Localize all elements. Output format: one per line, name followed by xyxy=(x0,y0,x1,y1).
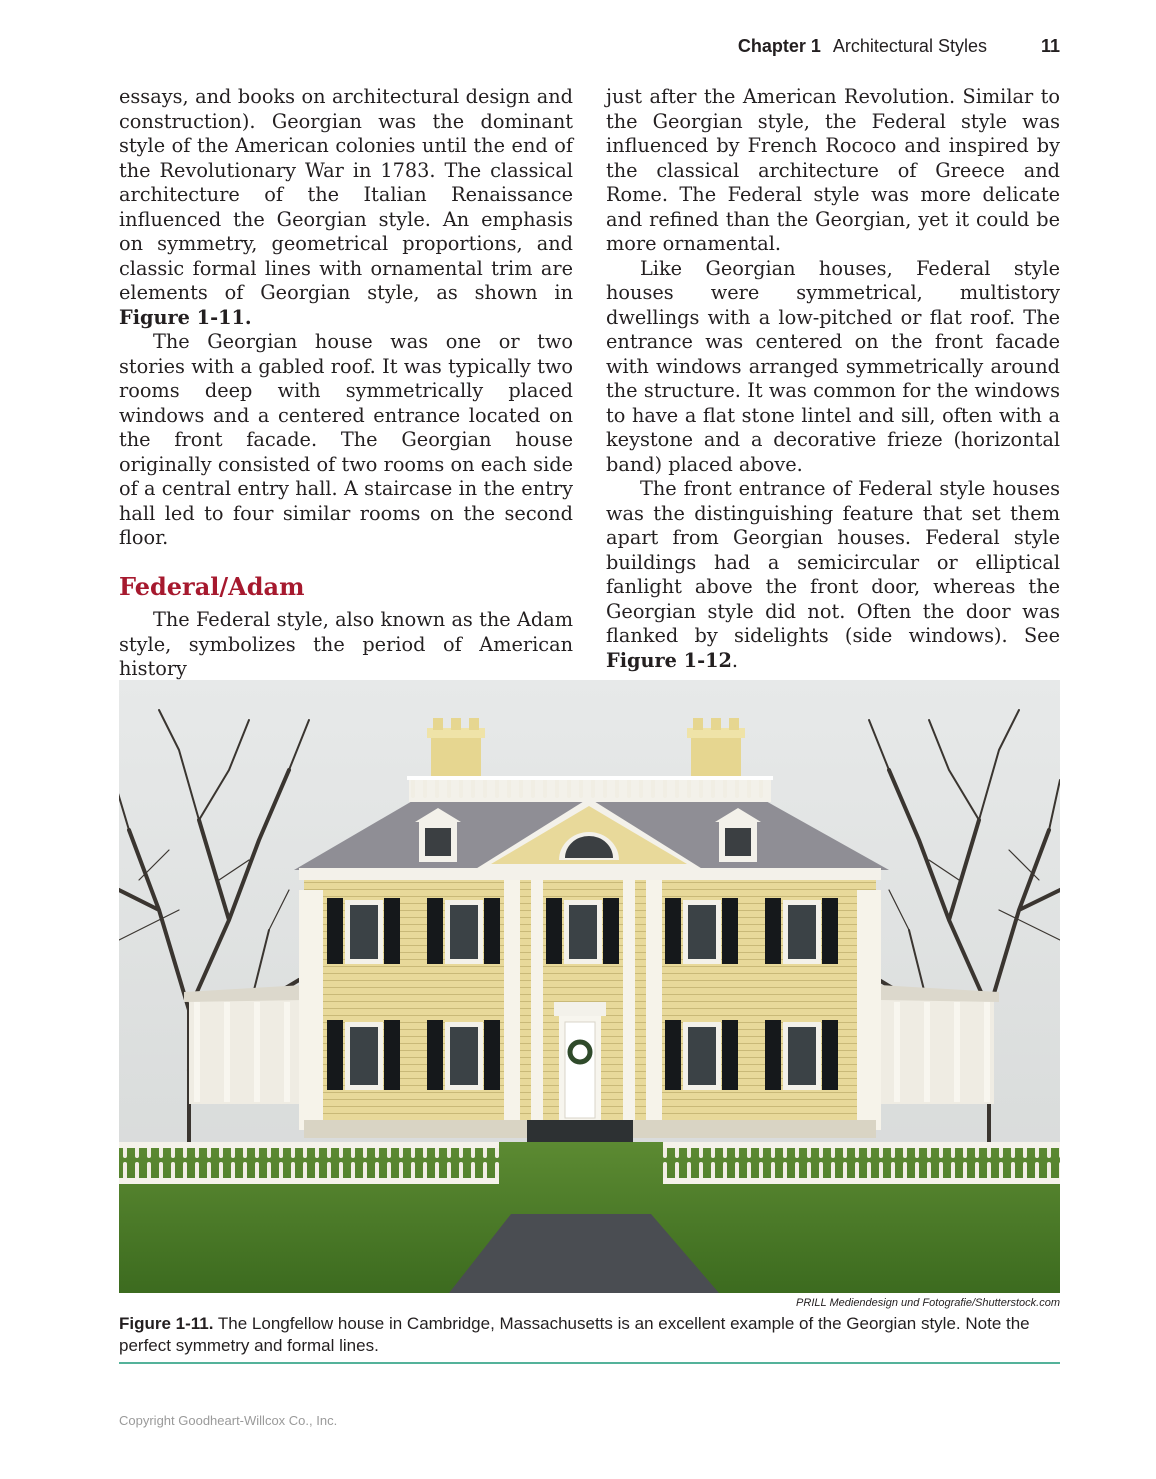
paragraph: The Federal style, also known as the Adam style, symbolizes the period of American history xyxy=(119,608,573,680)
paragraph-text: The front entrance of Federal style houses was the distinguishing feature that set them apart from Georgian houses. Federal style buildings had a semicircular or elliptical fanlight above the front door, whereas the Georgian style did not. Often the door was flanked by sidelights (side windows). See xyxy=(606,477,1060,647)
photo-credit: PRILL Mediendesign und Fotografie/Shutterstock.com xyxy=(796,1297,1060,1309)
running-header xyxy=(738,36,1060,57)
paragraph: Like Georgian houses, Federal style houses were symmetrical, multistory dwellings with a low-pitched or flat roof. The entrance was centered on the front facade with windows arranged symmetrically around the structure. It was common for the windows to have a flat stone lintel and sill, often with a keystone and a decorative frieze (horizontal band) placed above. xyxy=(606,256,1060,476)
front-door xyxy=(554,1002,606,1120)
house-photo xyxy=(119,680,1060,1293)
section-heading: Federal/Adam xyxy=(119,571,305,601)
paragraph-text: . xyxy=(731,648,739,672)
page-number: 11 xyxy=(1040,36,1060,56)
paragraph xyxy=(119,85,573,330)
caption-rule xyxy=(119,1362,1060,1364)
paragraph: The Georgian house was one or two stories with a gabled roof. It was typically two rooms deep with symmetrically placed windows and a centered entrance located on the front facade. The Georgian house originally consisted of two rooms on each side of a central entry hall. A staircase in the entry hall led to four similar rooms on the second floor. xyxy=(119,330,573,549)
figure-reference: Figure 1-12 xyxy=(606,648,732,672)
right-column xyxy=(606,85,1060,673)
figure-label: Figure 1-11. xyxy=(119,1314,214,1333)
figure-caption xyxy=(119,1313,1060,1357)
section-title: Architectural Styles xyxy=(832,36,987,56)
left-column xyxy=(119,85,573,682)
figure-reference: Figure 1-11. xyxy=(119,305,252,329)
caption-text: The Longfellow house in Cambridge, Massachusetts is an excellent example of the Georgian style. Note the perfect symmetry and formal lines. xyxy=(119,1314,1030,1355)
chapter-label: Chapter 1 xyxy=(737,36,821,56)
copyright: Copyright Goodheart-Willcox Co., Inc. xyxy=(119,1413,338,1428)
paragraph-text: essays, and books on architectural design and construction). Georgian was the dominant style of the American colonies until the end of the Revolutionary War in 1783. The classical architecture of the Italian Renaissance influenced the Georgian style. An emphasis on symmetry, geometrical proportions, and classic formal lines with ornamental trim are elements of Georgian style, as shown in xyxy=(119,85,573,304)
paragraph: just after the American Revolution. Similar to the Georgian style, the Federal style was influenced by French Rococo and inspired by the classical architecture of Greece and Rome. The Federal style was more delicate and refined than the Georgian, yet it could be more ornamental. xyxy=(606,85,1060,255)
paragraph xyxy=(606,477,1060,673)
